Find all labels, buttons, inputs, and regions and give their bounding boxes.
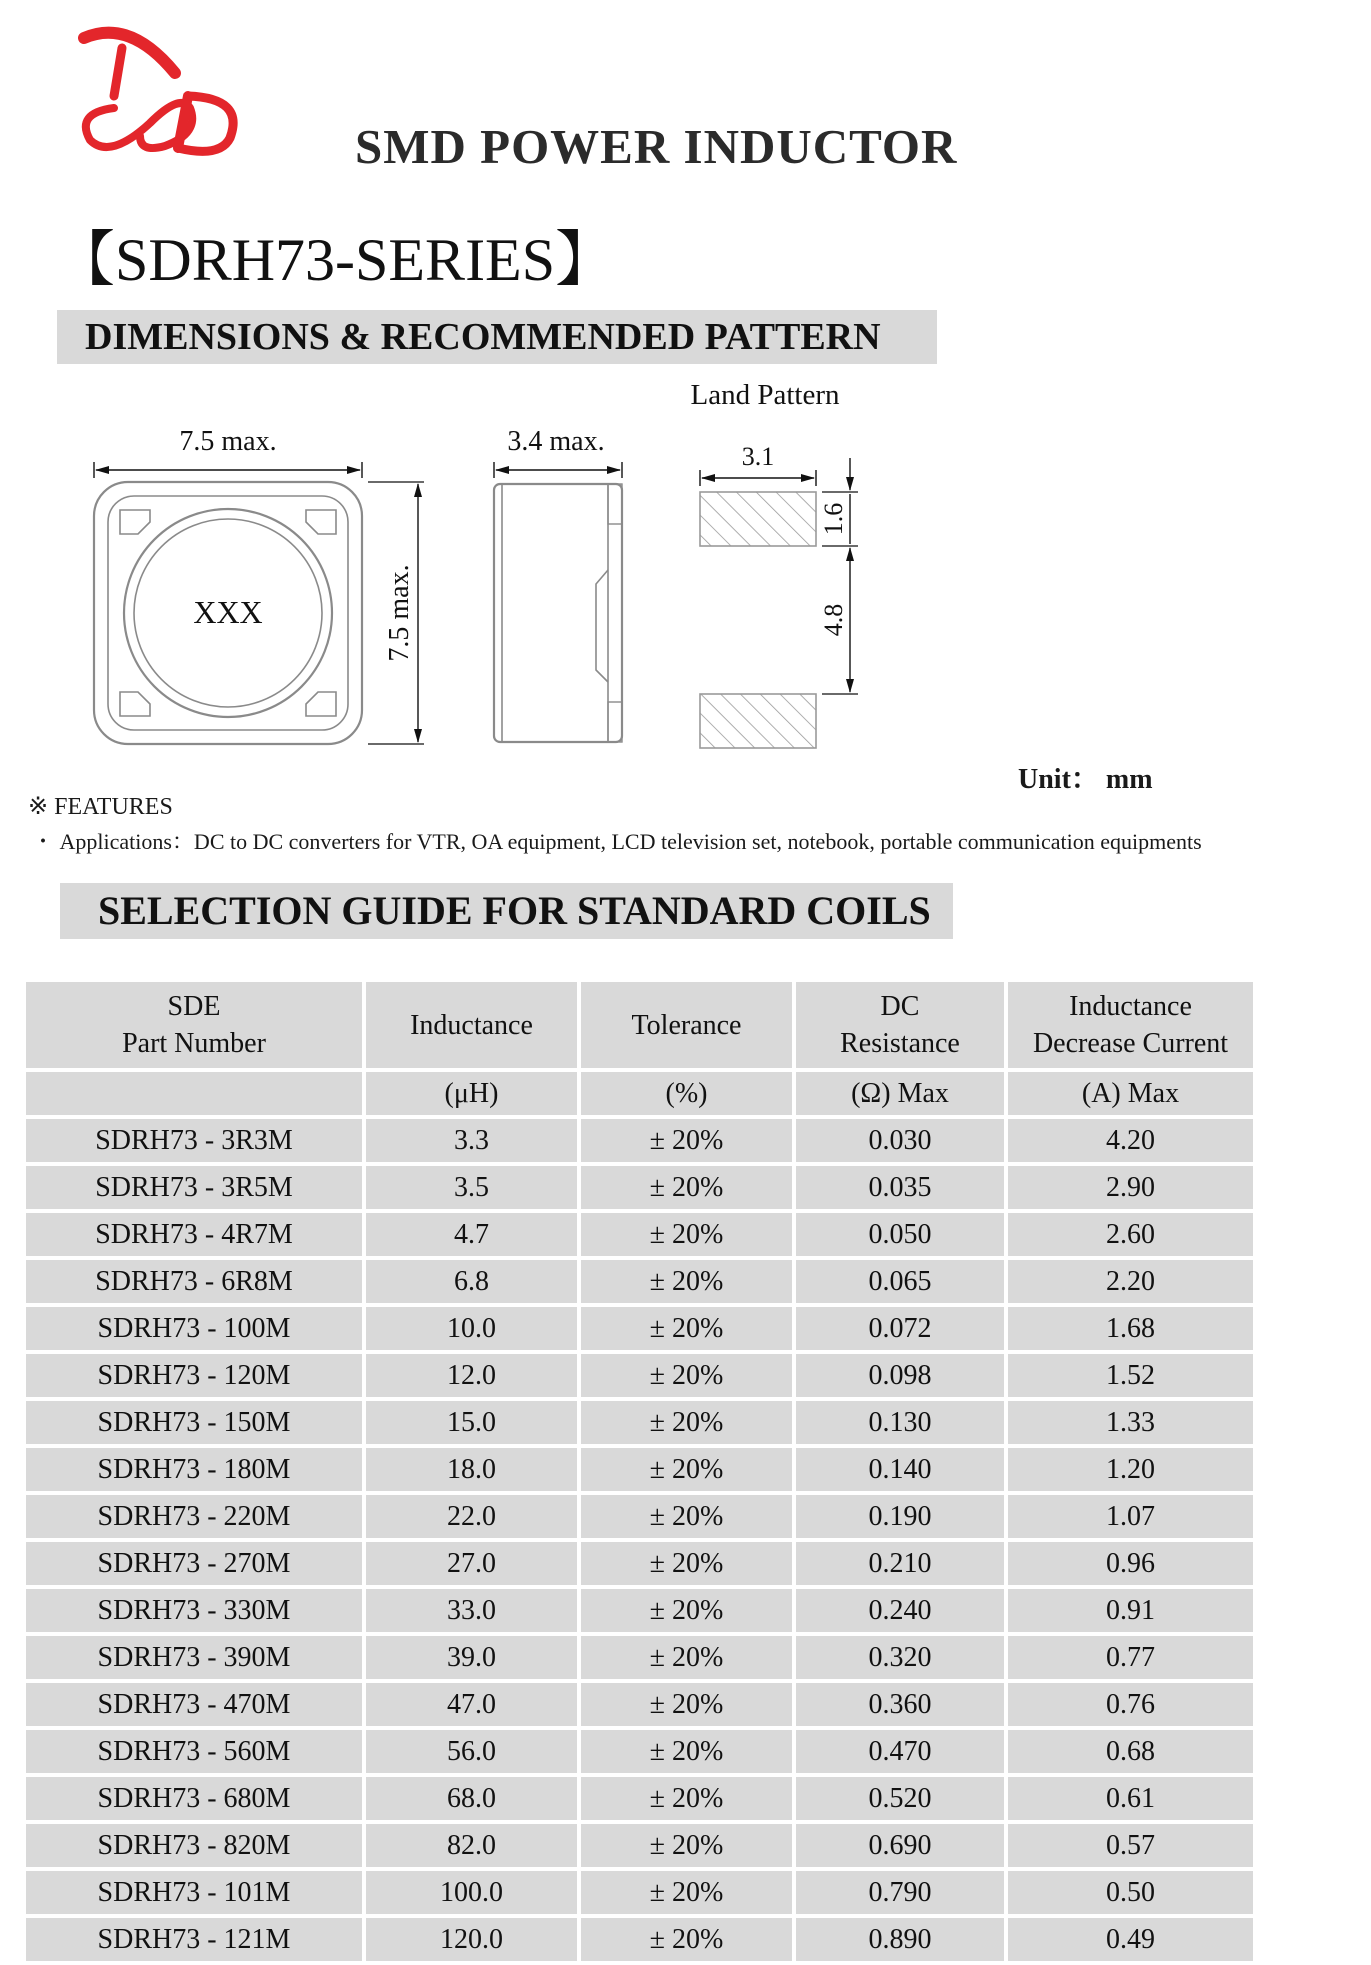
part-number-cell: SDRH73 - 3R5M — [26, 1166, 362, 1209]
part-number-cell: SDRH73 - 180M — [26, 1448, 362, 1491]
features-title: ※ FEATURES — [28, 794, 173, 820]
table-row — [26, 1542, 1253, 1585]
part-number-cell: SDRH73 - 390M — [26, 1636, 362, 1679]
top-width-label: 7.5 max. — [179, 426, 277, 457]
table-row — [26, 1354, 1253, 1397]
inductance-cell: 3.3 — [366, 1119, 577, 1162]
unit-cell: (%) — [581, 1072, 792, 1115]
part-number-cell: SDRH73 - 820M — [26, 1824, 362, 1867]
tolerance-cell: ± 20% — [581, 1448, 792, 1491]
decrease-current-cell: 0.68 — [1008, 1730, 1253, 1773]
table-row — [26, 1730, 1253, 1773]
tolerance-cell: ± 20% — [581, 1730, 792, 1773]
dc-resistance-cell: 0.140 — [796, 1448, 1004, 1491]
header-inductance: Inductance — [366, 982, 577, 1068]
selection-heading: SELECTION GUIDE FOR STANDARD COILS — [60, 883, 953, 939]
decrease-current-cell: 0.91 — [1008, 1589, 1253, 1632]
tolerance-cell: ± 20% — [581, 1401, 792, 1444]
dc-resistance-cell: 0.360 — [796, 1683, 1004, 1726]
inductance-cell: 33.0 — [366, 1589, 577, 1632]
part-number-cell: SDRH73 - 121M — [26, 1918, 362, 1961]
inductance-cell: 22.0 — [366, 1495, 577, 1538]
series-title: 【SDRH73-SERIES】 — [55, 227, 616, 293]
inductance-cell: 56.0 — [366, 1730, 577, 1773]
part-number-cell: SDRH73 - 330M — [26, 1589, 362, 1632]
part-number-cell: SDRH73 - 6R8M — [26, 1260, 362, 1303]
dc-resistance-cell: 0.520 — [796, 1777, 1004, 1820]
tolerance-cell: ± 20% — [581, 1213, 792, 1256]
unit-cell — [26, 1072, 362, 1115]
tolerance-cell: ± 20% — [581, 1260, 792, 1303]
decrease-current-cell: 0.77 — [1008, 1636, 1253, 1679]
tolerance-cell: ± 20% — [581, 1589, 792, 1632]
decrease-current-cell: 2.20 — [1008, 1260, 1253, 1303]
dc-resistance-cell: 0.030 — [796, 1119, 1004, 1162]
inductance-cell: 18.0 — [366, 1448, 577, 1491]
tolerance-cell: ± 20% — [581, 1824, 792, 1867]
dc-resistance-cell: 0.050 — [796, 1213, 1004, 1256]
inductance-cell: 120.0 — [366, 1918, 577, 1961]
table-row — [26, 1495, 1253, 1538]
decrease-current-cell: 2.90 — [1008, 1166, 1253, 1209]
pad-gap-label: 4.8 — [819, 603, 848, 637]
inductance-cell: 10.0 — [366, 1307, 577, 1350]
part-number-cell: SDRH73 - 220M — [26, 1495, 362, 1538]
tolerance-cell: ± 20% — [581, 1636, 792, 1679]
dimensions-heading: DIMENSIONS & RECOMMENDED PATTERN — [57, 310, 937, 364]
part-number-cell: SDRH73 - 470M — [26, 1683, 362, 1726]
inductance-cell: 3.5 — [366, 1166, 577, 1209]
decrease-current-cell: 0.49 — [1008, 1918, 1253, 1961]
decrease-current-cell: 1.52 — [1008, 1354, 1253, 1397]
decrease-current-cell: 0.96 — [1008, 1542, 1253, 1585]
header-decrease-current: Inductance Decrease Current — [1008, 982, 1253, 1068]
decrease-current-cell: 1.20 — [1008, 1448, 1253, 1491]
company-logo — [70, 18, 250, 168]
unit-cell: (A) Max — [1008, 1072, 1253, 1115]
dc-resistance-cell: 0.890 — [796, 1918, 1004, 1961]
inductance-cell: 12.0 — [366, 1354, 577, 1397]
table-row — [26, 1166, 1253, 1209]
decrease-current-cell: 4.20 — [1008, 1119, 1253, 1162]
header-tolerance: Tolerance — [581, 982, 792, 1068]
tolerance-cell: ± 20% — [581, 1119, 792, 1162]
dc-resistance-cell: 0.072 — [796, 1307, 1004, 1350]
dc-resistance-cell: 0.035 — [796, 1166, 1004, 1209]
land-pad-top — [700, 492, 816, 546]
side-view — [494, 484, 622, 742]
dimensions-drawing — [0, 370, 1371, 760]
decrease-current-cell: 1.68 — [1008, 1307, 1253, 1350]
dc-resistance-cell: 0.190 — [796, 1495, 1004, 1538]
tolerance-cell: ± 20% — [581, 1777, 792, 1820]
side-width-label: 3.4 max. — [507, 426, 605, 457]
decrease-current-cell: 0.57 — [1008, 1824, 1253, 1867]
table-row — [26, 1918, 1253, 1961]
inductance-cell: 6.8 — [366, 1260, 577, 1303]
inductance-cell: 47.0 — [366, 1683, 577, 1726]
tolerance-cell: ± 20% — [581, 1495, 792, 1538]
dc-resistance-cell: 0.210 — [796, 1542, 1004, 1585]
inductance-cell: 68.0 — [366, 1777, 577, 1820]
table-row — [26, 1260, 1253, 1303]
tolerance-cell: ± 20% — [581, 1683, 792, 1726]
pad-width-label: 3.1 — [741, 442, 775, 471]
dc-resistance-cell: 0.098 — [796, 1354, 1004, 1397]
unit-label: Unit： mm — [1018, 764, 1153, 795]
land-pattern-title: Land Pattern — [690, 379, 840, 411]
dc-resistance-cell: 0.470 — [796, 1730, 1004, 1773]
decrease-current-cell: 1.07 — [1008, 1495, 1253, 1538]
unit-cell: (μH) — [366, 1072, 577, 1115]
dc-resistance-cell: 0.240 — [796, 1589, 1004, 1632]
unit-cell: (Ω) Max — [796, 1072, 1004, 1115]
table-row — [26, 1307, 1253, 1350]
part-number-cell: SDRH73 - 120M — [26, 1354, 362, 1397]
tolerance-cell: ± 20% — [581, 1871, 792, 1914]
table-row — [26, 1401, 1253, 1444]
dc-resistance-cell: 0.320 — [796, 1636, 1004, 1679]
selection-table — [22, 978, 1257, 1965]
decrease-current-cell: 2.60 — [1008, 1213, 1253, 1256]
table-row — [26, 1683, 1253, 1726]
part-number-cell: SDRH73 - 680M — [26, 1777, 362, 1820]
height-label: 7.5 max. — [384, 564, 415, 662]
tolerance-cell: ± 20% — [581, 1918, 792, 1961]
header-part-number: SDE Part Number — [26, 982, 362, 1068]
table-row — [26, 1777, 1253, 1820]
part-number-cell: SDRH73 - 150M — [26, 1401, 362, 1444]
table-row — [26, 1824, 1253, 1867]
marking-text: XXX — [193, 594, 263, 630]
decrease-current-cell: 0.50 — [1008, 1871, 1253, 1914]
inductance-cell: 82.0 — [366, 1824, 577, 1867]
dc-resistance-cell: 0.790 — [796, 1871, 1004, 1914]
part-number-cell: SDRH73 - 100M — [26, 1307, 362, 1350]
dc-resistance-cell: 0.130 — [796, 1401, 1004, 1444]
dc-resistance-cell: 0.065 — [796, 1260, 1004, 1303]
table-row — [26, 1636, 1253, 1679]
pad-height-label: 1.6 — [819, 502, 848, 536]
dc-resistance-cell: 0.690 — [796, 1824, 1004, 1867]
tolerance-cell: ± 20% — [581, 1354, 792, 1397]
features-applications: ・ Applications：DC to DC converters for VTR, OA equipment, LCD television set, notebook, portable communication equipments — [32, 829, 1202, 854]
part-number-cell: SDRH73 - 4R7M — [26, 1213, 362, 1256]
inductance-cell: 39.0 — [366, 1636, 577, 1679]
table-header-row — [26, 982, 1253, 1068]
part-number-cell: SDRH73 - 3R3M — [26, 1119, 362, 1162]
part-number-cell: SDRH73 - 270M — [26, 1542, 362, 1585]
page-title: SMD POWER INDUCTOR — [355, 119, 958, 174]
inductance-cell: 27.0 — [366, 1542, 577, 1585]
land-pad-bottom — [700, 694, 816, 748]
tolerance-cell: ± 20% — [581, 1166, 792, 1209]
table-row — [26, 1119, 1253, 1162]
inductance-cell: 15.0 — [366, 1401, 577, 1444]
decrease-current-cell: 1.33 — [1008, 1401, 1253, 1444]
table-row — [26, 1213, 1253, 1256]
table-row — [26, 1448, 1253, 1491]
decrease-current-cell: 0.61 — [1008, 1777, 1253, 1820]
inductance-cell: 4.7 — [366, 1213, 577, 1256]
inductance-cell: 100.0 — [366, 1871, 577, 1914]
table-units-row — [26, 1072, 1253, 1115]
table-row — [26, 1871, 1253, 1914]
tolerance-cell: ± 20% — [581, 1307, 792, 1350]
part-number-cell: SDRH73 - 560M — [26, 1730, 362, 1773]
header-dc-resistance: DC Resistance — [796, 982, 1004, 1068]
part-number-cell: SDRH73 - 101M — [26, 1871, 362, 1914]
tolerance-cell: ± 20% — [581, 1542, 792, 1585]
table-row — [26, 1589, 1253, 1632]
decrease-current-cell: 0.76 — [1008, 1683, 1253, 1726]
